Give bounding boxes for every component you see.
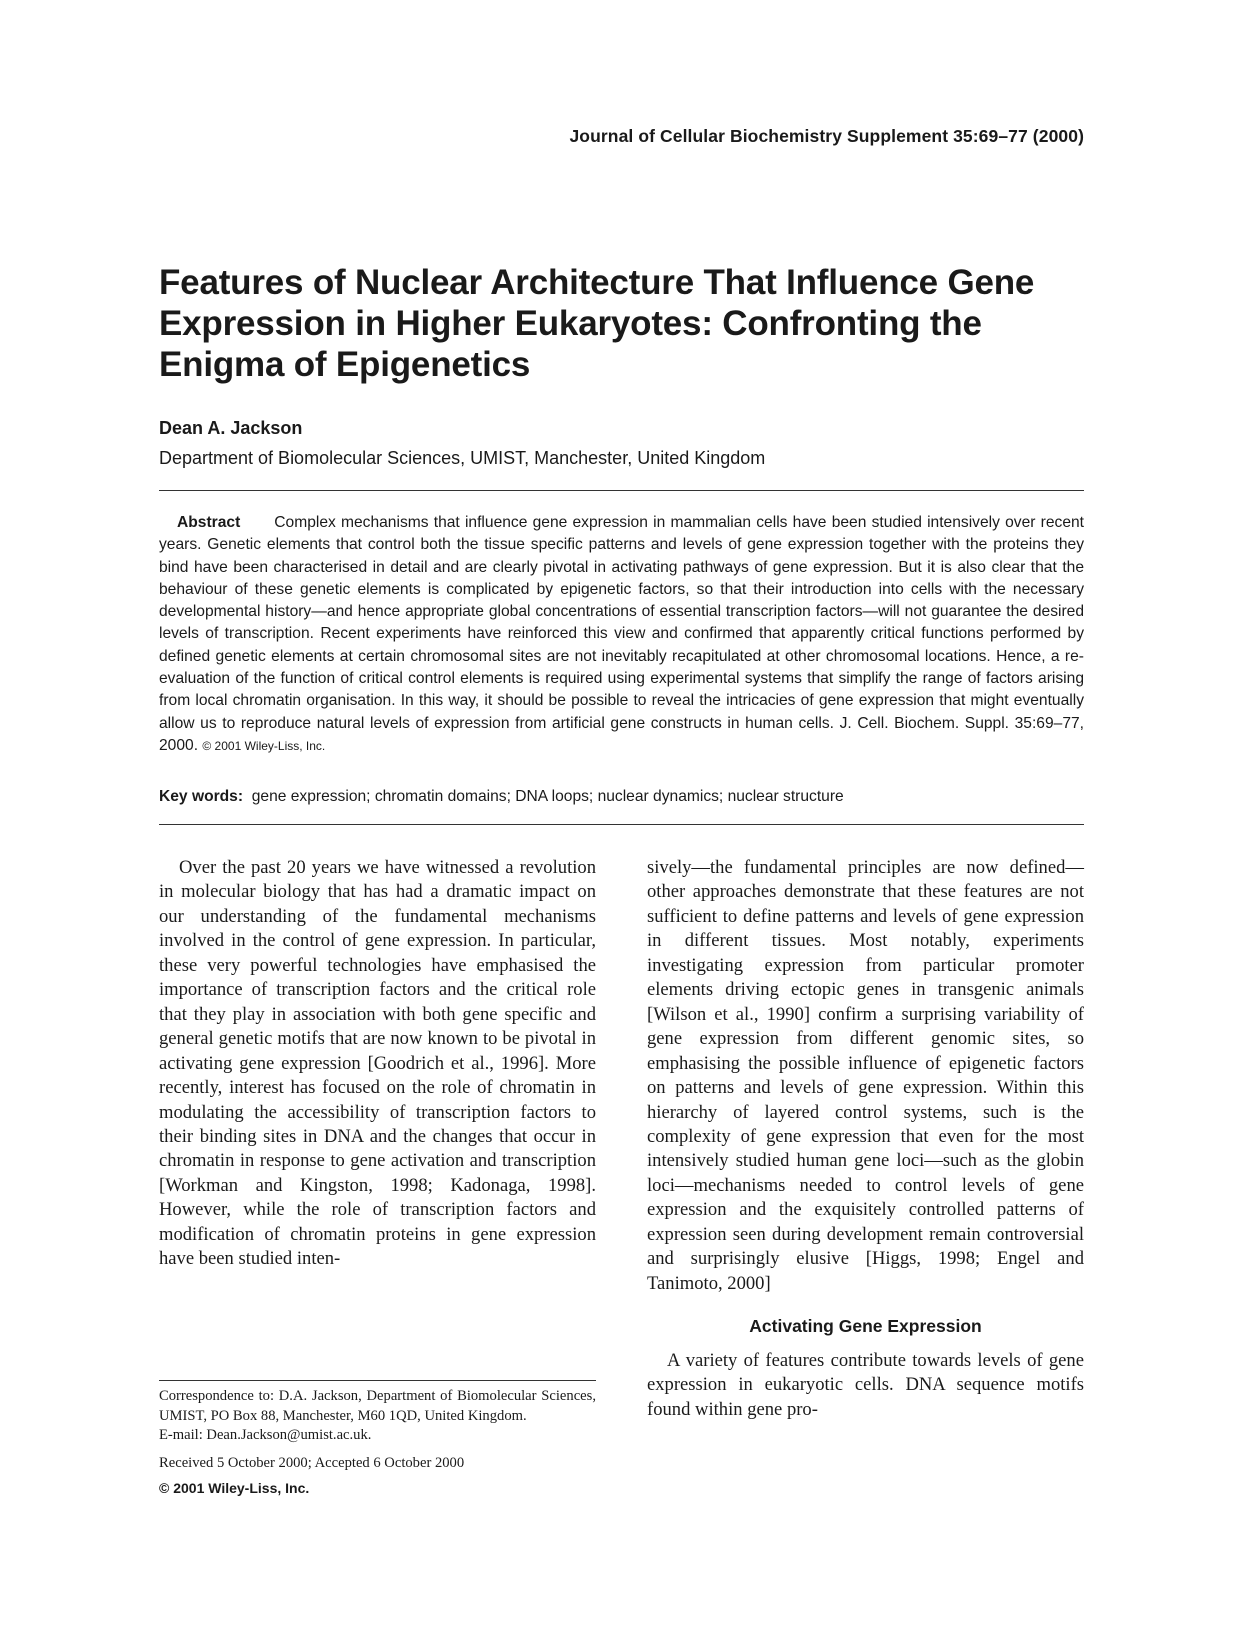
abstract-label: Abstract — [177, 514, 241, 531]
keywords — [159, 788, 1084, 806]
abstract-bottom-rule — [159, 824, 1084, 825]
correspondence-note: Correspondence to: D.A. Jackson, Department of Biomolecular Sciences, UMIST, PO Box 88, Manchester, M60 1QD, United Kingdom. — [159, 1388, 596, 1424]
abstract — [159, 512, 1084, 757]
author-name: Dean A. Jackson — [159, 418, 303, 438]
body-column-left — [159, 856, 596, 1272]
footnotes — [159, 1387, 596, 1499]
title-line: Enigma of Epigenetics — [159, 345, 531, 384]
keywords-label: Key words: — [159, 788, 244, 805]
body-paragraph: A variety of features contribute towards levels of gene expression in eukaryotic cells. DNA sequence motifs found within gene pro- — [647, 1349, 1084, 1420]
keywords-text: gene expression; chromatin domains; DNA loops; nuclear dynamics; nuclear structure — [251, 788, 844, 805]
body-paragraph: Over the past 20 years we have witnessed a revolution in molecular biology that has had a dramatic impact on our understanding of the fundamental mechanisms involved in the control of gene expression. In particular, these very powerful technologies have emphasised the importance of transcription factors and the critical role that they play in association with both gene specific and general genetic motifs that are now known to be pivotal in activating gene expression [Goodrich et al., 1996]. More recently, interest has focused on the role of chromatin in modulating the accessibility of transcription factors to their binding sites in DNA and the changes that occur in chromatin in response to gene activation and transcription [Workman and Kingston, 1998; Kadonaga, 1998]. However, while the role of transcription factors and modification of chromatin proteins in gene expression have been studied inten- — [159, 857, 596, 1270]
journal-citation: Journal of Cellular Biochemistry Supplement 35:69–77 (2000) — [569, 126, 1084, 146]
abstract-top-rule — [159, 490, 1084, 491]
article-title — [159, 262, 1089, 385]
footnote-rule — [159, 1380, 596, 1381]
title-line: Features of Nuclear Architecture That Influence Gene — [159, 263, 1035, 302]
author-affiliation: Department of Biomolecular Sciences, UMIST, Manchester, United Kingdom — [159, 448, 766, 468]
abstract-text: Complex mechanisms that influence gene expression in mammalian cells have been studied intensively over recent years. Genetic elements that control both the tissue specific patterns and levels of gene expression together with the proteins they bind have been characterised in detail and are clearly pivotal in activating pathways of gene expression. But it is also clear that the behaviour of these genetic elements is complicated by epigenetic factors, so that their introduction into cells with the necessary developmental history—and hence appropriate global concentrations of essential transcription factors—will not guarantee the desired levels of transcription. Recent experiments have reinforced this view and confirmed that apparently critical functions performed by defined genetic elements at certain chromosomal sites are not inevitably recapitulated at other chromosomal locations. Hence, a re-evaluation of the function of critical control elements is required using experimental systems that simplify the range of factors arising from local chromatin organisation. In this way, it should be possible to reveal the intricacies of gene expression that might eventually allow us to reproduce natural levels of expression from artificial gene constructs in human cells. J. Cell. Biochem. Suppl. 35:69–77, 2000. — [159, 514, 1084, 754]
body-paragraph: sively—the fundamental principles are now defined—other approaches demonstrate that these features are not sufficient to define patterns and levels of gene expression in different tissues. Most notably, experiments investigating expression from particular promoter elements driving ectopic genes in transgenic animals [Wilson et al., 1990] confirm a surprising variability of gene expression from different genomic sites, so emphasising the possible influence of epigenetic factors on patterns and levels of gene expression. Within this hierarchy of layered control systems, such is the complexity of gene expression that even for the most intensively studied human gene loci—such as the globin loci—mechanisms needed to control levels of gene expression and the exquisitely controlled patterns of expression seen during development remain controversial and surprisingly elusive [Higgs, 1998; Engel and Tanimoto, 2000] — [647, 857, 1084, 1294]
email-note: E-mail: Dean.Jackson@umist.ac.uk. — [159, 1427, 372, 1444]
received-note: Received 5 October 2000; Accepted 6 October 2000 — [159, 1454, 465, 1471]
body-column-right — [647, 856, 1084, 1422]
section-heading: Activating Gene Expression — [749, 1316, 982, 1337]
footnote-copyright: © 2001 Wiley-Liss, Inc. — [159, 1480, 310, 1497]
title-line: Expression in Higher Eukaryotes: Confronting the — [159, 304, 982, 343]
abstract-copyright: © 2001 Wiley-Liss, Inc. — [202, 738, 326, 753]
